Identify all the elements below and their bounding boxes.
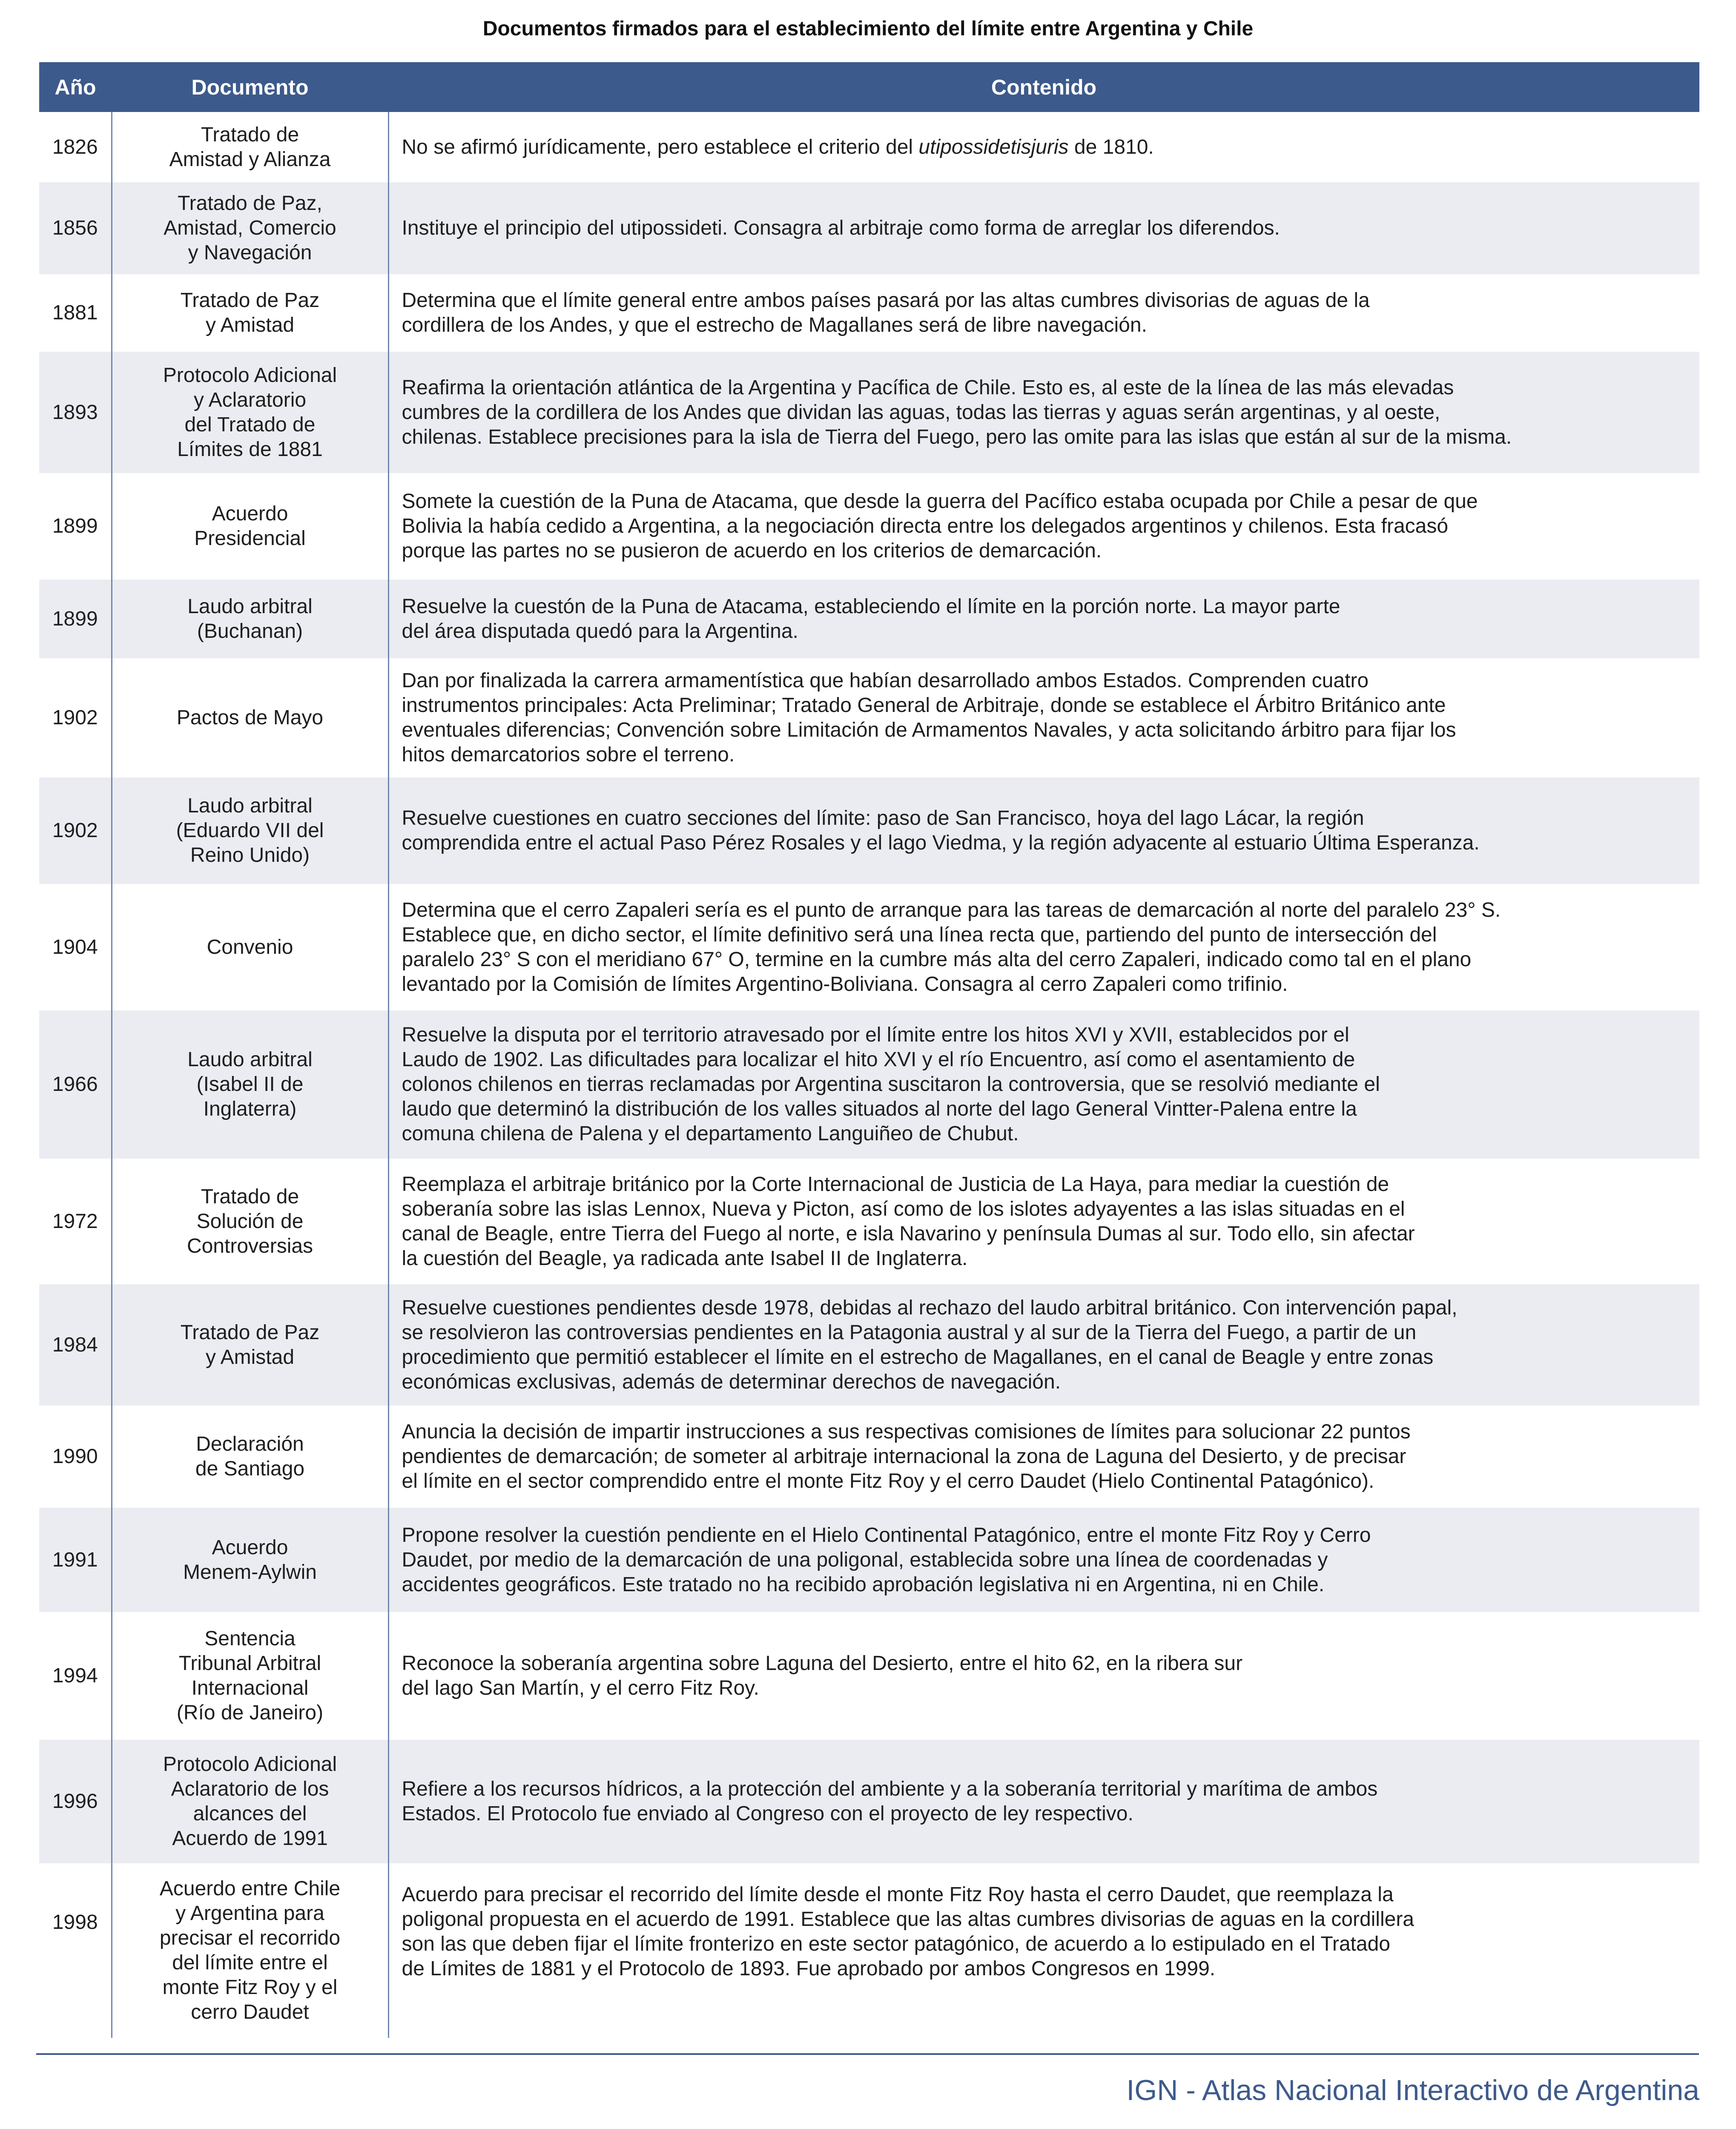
year-cell: 1904: [39, 884, 112, 1010]
table-row: [39, 1406, 1699, 1508]
content-cell: Acuerdo para precisar el recorrido del límite desde el monte Fitz Roy hasta el cerro Daudet, que reemplaza la poligonal propuesta en el acuerdo de 1991. Establece que las altas cumbres divisorias de aguas en la cordillera son las que deben fijar el límite fronterizo en este sector patagónico, de acuerdo a lo estipulado en el Tratado de Límites de 1881 y el Protocolo de 1893. Fue aprobado por ambos Congresos en 1999.: [402, 1883, 1414, 1980]
table-row: [39, 580, 1699, 658]
content-cell: Anuncia la decisión de impartir instrucciones a sus respectivas comisiones de límites para solucionar 22 puntos pendientes de demarcación; de someter al arbitraje internacional la zona de Laguna del Desierto, y de precisar el límite en el sector comprendido entre el monte Fitz Roy y el cerro Daudet (Hielo Continental Patagónico).: [402, 1420, 1411, 1492]
document-cell: Convenio: [112, 884, 388, 1010]
document-cell: Laudo arbitral (Eduardo VII del Reino Unido): [112, 778, 388, 884]
footer-divider: [36, 2053, 1699, 2055]
table-row: [39, 1612, 1699, 1740]
table-row: [39, 1010, 1699, 1159]
table-row: [39, 1740, 1699, 1863]
document-cell: Declaración de Santiago: [112, 1406, 388, 1508]
year-cell: 1998: [39, 1863, 112, 2038]
year-cell: 1996: [39, 1740, 112, 1863]
table-header-row: [39, 62, 1699, 112]
year-cell: 1893: [39, 352, 112, 473]
year-cell: 1972: [39, 1159, 112, 1284]
content-cell: Dan por finalizada la carrera armamentística que habían desarrollado ambos Estados. Comprenden cuatro instrumentos principales: Acta Preliminar; Tratado General de Arbitraje, donde se establece el Árbitro Británico ante eventuales diferencias; Convención sobre Limitación de Armamentos Navales, y acta solicitando árbitro para fijar los hitos demarcatorios sobre el terreno.: [402, 669, 1456, 766]
document-cell: Protocolo Adicional Aclaratorio de los alcances del Acuerdo de 1991: [112, 1740, 388, 1863]
document-cell: Laudo arbitral (Buchanan): [112, 580, 388, 658]
year-cell: 1991: [39, 1508, 112, 1612]
content-text: No se afirmó jurídicamente, pero establece el criterio del: [402, 135, 919, 158]
document-cell: Tratado de Amistad y Alianza: [112, 112, 388, 182]
document-cell: Laudo arbitral (Isabel II de Inglaterra): [112, 1010, 388, 1159]
document-cell: Sentencia Tribunal Arbitral Internacional (Río de Janeiro): [112, 1612, 388, 1740]
content-emphasis: utipossidetisjuris: [918, 135, 1069, 158]
document-cell: Tratado de Paz y Amistad: [112, 1284, 388, 1406]
table-row: [39, 1863, 1699, 2038]
content-cell: Somete la cuestión de la Puna de Atacama, que desde la guerra del Pacífico estaba ocupada por Chile a pesar de que Bolivia la había cedido a Argentina, a la negociación directa entre los delegados argentinos y chilenos. Esta fracasó porque las partes no se pusieron de acuerdo en los criterios de demarcación.: [402, 490, 1478, 562]
document-cell: Acuerdo Presidencial: [112, 473, 388, 580]
content-cell: Determina que el cerro Zapaleri sería es el punto de arranque para las tareas de demarcación al norte del paralelo 23° S. Establece que, en dicho sector, el límite definitivo será una línea recta que, partiendo del punto de intersección del paralelo 23° S con el meridiano 67° O, termine en la cumbre más alta del cerro Zapaleri, indicado como tal en el plano levantado por la Comisión de límites Argentino-Boliviana. Consagra al cerro Zapaleri como trifinio.: [402, 898, 1501, 996]
content-cell: Resuelve cuestiones en cuatro secciones del límite: paso de San Francisco, hoya del lago Lácar, la región comprendida entre el actual Paso Pérez Rosales y el lago Viedma, y la región adyacente al estuario Última Esperanza.: [388, 778, 1699, 884]
content-cell: Instituye el principio del utipossideti. Consagra al arbitraje como forma de arreglar los diferendos.: [388, 182, 1699, 274]
year-cell: 1990: [39, 1406, 112, 1508]
table-row: [39, 1159, 1699, 1284]
document-cell: Tratado de Paz, Amistad, Comercio y Navegación: [112, 182, 388, 274]
year-cell: 1984: [39, 1284, 112, 1406]
document-cell: Pactos de Mayo: [112, 658, 388, 778]
year-cell: 1826: [39, 112, 112, 182]
year-cell: 1899: [39, 473, 112, 580]
document-cell: Tratado de Solución de Controversias: [112, 1159, 388, 1284]
table-row: [39, 182, 1699, 274]
year-cell: 1902: [39, 658, 112, 778]
year-cell: 1994: [39, 1612, 112, 1740]
content-cell: Reafirma la orientación atlántica de la Argentina y Pacífica de Chile. Esto es, al este de la línea de las más elevadas cumbres de la cordillera de los Andes que dividan las aguas, todas las tierras y aguas serán argentinas, y al oeste, chilenas. Establece precisiones para la isla de Tierra del Fuego, pero las omite para las islas que están al sur de la misma.: [388, 352, 1699, 473]
table-row: [39, 112, 1699, 182]
document-cell: Tratado de Paz y Amistad: [112, 274, 388, 352]
content-cell: Resuelve la disputa por el territorio atravesado por el límite entre los hitos XVI y XVII, establecidos por el Laudo de 1902. Las dificultades para localizar el hito XVI y el río Encuentro, así como el asentamiento de colonos chilenos en tierras reclamadas por Argentina suscitaron la controversia, que se resolvió mediante el laudo que determinó la distribución de los valles situados al norte del lago General Vintter-Palena entre la comuna chilena de Palena y el departamento Languiñeo de Chubut.: [388, 1010, 1699, 1159]
table-row: [39, 274, 1699, 352]
year-cell: 1899: [39, 580, 112, 658]
content-cell: Reemplaza el arbitraje británico por la Corte Internacional de Justicia de La Haya, para mediar la cuestión de soberanía sobre las islas Lennox, Nueva y Picton, así como de los islotes adyayentes a las islas situadas en el canal de Beagle, entre Tierra del Fuego al norte, e isla Navarino y península Dumas al sur. Todo ello, sin afectar la cuestión del Beagle, ya radicada ante Isabel II de Inglaterra.: [402, 1173, 1415, 1270]
table-row: [39, 658, 1699, 778]
column-header-content: Contenido: [388, 62, 1699, 112]
table-row: [39, 1508, 1699, 1612]
year-cell: 1856: [39, 182, 112, 274]
column-header-year: Año: [39, 62, 112, 112]
content-cell: Determina que el límite general entre ambos países pasará por las altas cumbres divisorias de aguas de la cordillera de los Andes, y que el estrecho de Magallanes será de libre navegación.: [402, 289, 1370, 336]
document-cell: Acuerdo entre Chile y Argentina para precisar el recorrido del límite entre el monte Fitz Roy y el cerro Daudet: [112, 1863, 388, 2038]
content-cell: Propone resolver la cuestión pendiente en el Hielo Continental Patagónico, entre el monte Fitz Roy y Cerro Daudet, por medio de la demarcación de una poligonal, establecida sobre una línea de coordenadas y accidentes geográficos. Este tratado no ha recibido aprobación legislativa ni en Argentina, ni en Chile.: [388, 1508, 1699, 1612]
column-header-document: Documento: [112, 62, 388, 112]
document-cell: Protocolo Adicional y Aclaratorio del Tratado de Límites de 1881: [112, 352, 388, 473]
content-cell: Resuelve la cuestón de la Puna de Atacama, estableciendo el límite en la porción norte. La mayor parte del área disputada quedó para la Argentina.: [388, 580, 1699, 658]
year-cell: 1881: [39, 274, 112, 352]
documents-table: [39, 62, 1699, 2038]
table-row: [39, 884, 1699, 1010]
content-cell: [388, 112, 1699, 182]
table-row: [39, 778, 1699, 884]
footer-credit: IGN - Atlas Nacional Interactivo de Argentina: [1126, 2074, 1699, 2106]
year-cell: 1902: [39, 778, 112, 884]
table-row: [39, 473, 1699, 580]
table-row: [39, 352, 1699, 473]
document-cell: Acuerdo Menem-Aylwin: [112, 1508, 388, 1612]
content-cell: Resuelve cuestiones pendientes desde 1978, debidas al rechazo del laudo arbitral británico. Con intervención papal, se resolvieron las controversias pendientes en la Patagonia austral y al sur de la Tierra del Fuego, a partir de un procedimiento que permitió establecer el límite en el estrecho de Magallanes, en el canal de Beagle y entre zonas económicas exclusivas, además de determinar derechos de navegación.: [388, 1284, 1699, 1406]
content-text: de 1810.: [1068, 135, 1154, 158]
content-cell: Reconoce la soberanía argentina sobre Laguna del Desierto, entre el hito 62, en la ribera sur del lago San Martín, y el cerro Fitz Roy.: [402, 1652, 1243, 1699]
year-cell: 1966: [39, 1010, 112, 1159]
table-row: [39, 1284, 1699, 1406]
documents-table-wrapper: [39, 62, 1699, 2038]
content-cell: Refiere a los recursos hídricos, a la protección del ambiente y a la soberanía territorial y marítima de ambos Estados. El Protocolo fue enviado al Congreso con el proyecto de ley respectivo.: [388, 1740, 1699, 1863]
page-title: Documentos firmados para el establecimiento del límite entre Argentina y Chile: [482, 17, 1254, 40]
